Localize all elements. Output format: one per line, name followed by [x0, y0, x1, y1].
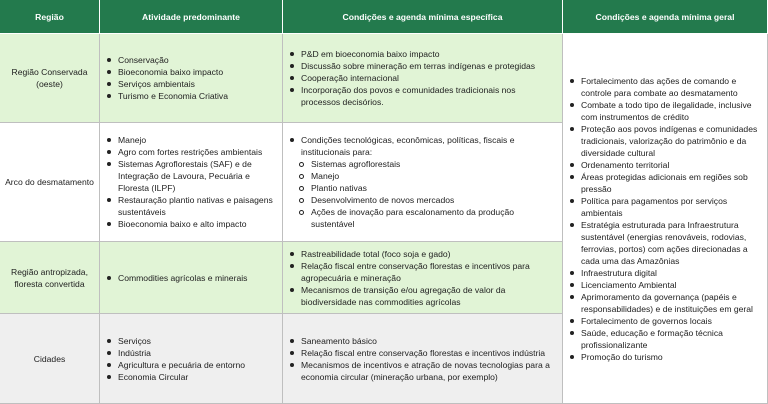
list-item-text: Agricultura e pecuária de entorno [118, 359, 246, 370]
list-item [569, 123, 763, 159]
list-item [569, 75, 763, 99]
list-item [289, 60, 556, 72]
list-item [106, 272, 276, 284]
list-item [106, 359, 276, 371]
sub-bullet-icon [299, 198, 304, 203]
activity-cell [100, 34, 283, 123]
header-specific-agenda: Condições e agenda mínima específica [283, 0, 563, 34]
list-item [289, 248, 556, 260]
bullet-icon [107, 363, 111, 367]
list-item [569, 171, 763, 195]
bullet-icon [107, 198, 111, 202]
list-item-text: Saúde, educação e formação técnica profissionalizante [581, 327, 723, 350]
list-item-text: Economia Circular [118, 371, 189, 382]
list-item-text: Indústria [118, 347, 151, 358]
list-item [289, 284, 556, 308]
list-item-text: Saneamento básico [301, 335, 377, 346]
list-item [289, 359, 556, 383]
bullet-icon [570, 127, 574, 131]
bullet-icon [570, 79, 574, 83]
specific-agenda-cell [283, 34, 563, 123]
bullet-icon [290, 64, 294, 68]
list-item [289, 84, 556, 108]
list-item-text: Turismo e Economia Criativa [118, 91, 229, 101]
sub-bullet-icon [299, 186, 304, 191]
bullet-icon [290, 288, 294, 292]
list-item-text: Bioeconomia baixo impacto [118, 67, 224, 77]
list-item [569, 351, 763, 363]
list-item [289, 260, 556, 284]
list-item-text: Relação fiscal entre conservação florestas e incentivos indústria [301, 347, 546, 358]
list-item-text: Áreas protegidas adicionais em regiões sob pressão [581, 171, 748, 194]
list-item-text: Desenvolvimento de novos mercados [311, 195, 455, 205]
bullet-icon [290, 339, 294, 343]
specific-agenda-cell [283, 123, 563, 242]
list-item-text: Condições tecnológicas, econômicas, políticas, fiscais e institucionais para: [301, 135, 515, 157]
general-agenda-cell [563, 34, 768, 404]
list-item-text: Política para pagamentos por serviços ambientais [581, 195, 728, 218]
list-item [569, 99, 763, 123]
list-item [289, 347, 556, 359]
list-item [569, 159, 763, 171]
header-region: Região [0, 0, 100, 34]
list-item-text: Restauração plantio nativas e paisagens sustentáveis [118, 195, 273, 217]
list-item-text: Serviços [118, 335, 151, 346]
bullet-icon [570, 319, 574, 323]
list-item [569, 195, 763, 219]
list-item-text: Fortalecimento das ações de comando e controle para combate ao desmatamento [581, 75, 738, 98]
list-item [289, 72, 556, 84]
general-list [569, 75, 763, 363]
activity-cell [100, 123, 283, 242]
bullet-icon [290, 252, 294, 256]
list-item [289, 170, 556, 182]
list-item [106, 78, 276, 90]
list-item-text: Proteção aos povos indígenas e comunidades tradicionais, valorização do patrimônio e da diversidade cultural [581, 123, 758, 158]
list-item-text: Cooperação internacional [301, 73, 399, 83]
bullet-icon [570, 199, 574, 203]
list-item [106, 90, 276, 102]
list-item [289, 335, 556, 347]
bullet-icon [107, 94, 111, 98]
region-cell: Arco do desmatamento [0, 123, 100, 242]
list-item [289, 194, 556, 206]
list-item [569, 291, 763, 315]
list-item [289, 134, 556, 158]
bullet-icon [290, 264, 294, 268]
activity-list [106, 54, 276, 102]
list-item-text: Infraestrutura digital [581, 267, 657, 278]
list-item [569, 315, 763, 327]
list-item-text: Plantio nativas [311, 183, 367, 193]
bullet-icon [570, 175, 574, 179]
list-item [106, 218, 276, 230]
list-item-text: Conservação [118, 55, 169, 65]
bullet-icon [290, 138, 294, 142]
list-item [289, 48, 556, 60]
list-item [289, 206, 556, 230]
condition-list [289, 48, 556, 108]
list-item-text: Sistemas agroflorestais [311, 159, 401, 169]
condition-list [289, 248, 556, 308]
list-item-text: Commodities agrícolas e minerais [118, 272, 248, 283]
bullet-icon [107, 339, 111, 343]
list-item-text: Promoção do turismo [581, 351, 663, 362]
activity-cell [100, 242, 283, 314]
bullet-icon [107, 375, 111, 379]
bullet-icon [107, 222, 111, 226]
list-item-text: Licenciamento Ambiental [581, 279, 677, 290]
list-item-text: Combate a todo tipo de ilegalidade, inclusive com instrumentos de crédito [581, 99, 752, 122]
condition-list [289, 134, 556, 230]
list-item [569, 219, 763, 267]
sub-bullet-icon [299, 162, 304, 167]
list-item [106, 54, 276, 66]
bullet-icon [570, 271, 574, 275]
list-item-text: Discussão sobre mineração em terras indígenas e protegidas [301, 61, 536, 71]
list-item [106, 146, 276, 158]
bullet-icon [570, 223, 574, 227]
region-cell: Cidades [0, 314, 100, 404]
list-item-text: P&D em bioeconomia baixo impacto [301, 49, 440, 59]
bullet-icon [290, 52, 294, 56]
list-item [106, 134, 276, 146]
bullet-icon [570, 283, 574, 287]
list-item [106, 194, 276, 218]
list-item-text: Sistemas Agroflorestais (SAF) e de Integração de Lavoura, Pecuária e Floresta (ILPF) [118, 159, 252, 193]
list-item-text: Estratégia estruturada para Infraestrutura sustentável (energias renováveis, rodovias, ferrovias, portos) com ações direcionadas a cada uma das Amazônias [581, 219, 748, 266]
list-item-text: Manejo [118, 135, 147, 145]
header-general-agenda: Condições e agenda mínima geral [563, 0, 768, 34]
list-item [106, 158, 276, 194]
list-item [106, 66, 276, 78]
list-item-text: Incorporação dos povos e comunidades tradicionais nos processos decisórios. [301, 85, 516, 107]
bullet-icon [107, 351, 111, 355]
bullet-icon [570, 331, 574, 335]
condition-list [289, 335, 556, 383]
bullet-icon [290, 88, 294, 92]
list-item [569, 279, 763, 291]
list-item-text: Mecanismos de incentivos e atração de novas tecnologias para a economia circular (mineração urbana, por exemplo) [301, 359, 550, 382]
list-item-text: Mecanismos de transição e/ou agregação de valor da biodiversidade nas commodities agrícolas [301, 284, 506, 307]
list-item-text: Agro com fortes restrições ambientais [118, 147, 263, 157]
list-item [569, 327, 763, 351]
activity-cell [100, 314, 283, 404]
list-item-text: Bioeconomia baixo e alto impacto [118, 219, 247, 229]
bullet-icon [107, 138, 111, 142]
sub-bullet-icon [299, 210, 304, 215]
list-item [289, 182, 556, 194]
specific-agenda-cell [283, 242, 563, 314]
bullet-icon [290, 351, 294, 355]
list-item [289, 158, 556, 170]
bullet-icon [570, 163, 574, 167]
bullet-icon [570, 355, 574, 359]
bullet-icon [107, 276, 111, 280]
list-item-text: Fortalecimento de governos locais [581, 315, 712, 326]
header-activity: Atividade predominante [100, 0, 283, 34]
specific-agenda-cell [283, 314, 563, 404]
activity-list [106, 272, 276, 284]
list-item [106, 371, 276, 383]
activity-list [106, 335, 276, 383]
list-item-text: Aprimoramento da governança (papéis e responsabilidades) e de instituições em geral [581, 291, 753, 314]
list-item [569, 267, 763, 279]
sub-bullet-icon [299, 174, 304, 179]
list-item-text: Ordenamento territorial [581, 159, 670, 170]
bullet-icon [107, 82, 111, 86]
bullet-icon [570, 295, 574, 299]
bullet-icon [107, 150, 111, 154]
list-item-text: Ações de inovação para escalonamento da produção sustentável [311, 207, 515, 229]
list-item-text: Manejo [311, 171, 340, 181]
bullet-icon [570, 103, 574, 107]
bullet-icon [290, 363, 294, 367]
list-item-text: Rastreabilidade total (foco soja e gado) [301, 248, 451, 259]
bullet-icon [290, 76, 294, 80]
list-item [106, 335, 276, 347]
bullet-icon [107, 58, 111, 62]
bullet-icon [107, 70, 111, 74]
list-item-text: Serviços ambientais [118, 79, 195, 89]
list-item-text: Relação fiscal entre conservação florestas e incentivos para agropecuária e mineração [301, 260, 530, 283]
list-item [106, 347, 276, 359]
bullet-icon [107, 162, 111, 166]
activity-list [106, 134, 276, 230]
region-cell: Região antropizada, floresta convertida [0, 242, 100, 314]
region-cell: Região Conservada (oeste) [0, 34, 100, 123]
